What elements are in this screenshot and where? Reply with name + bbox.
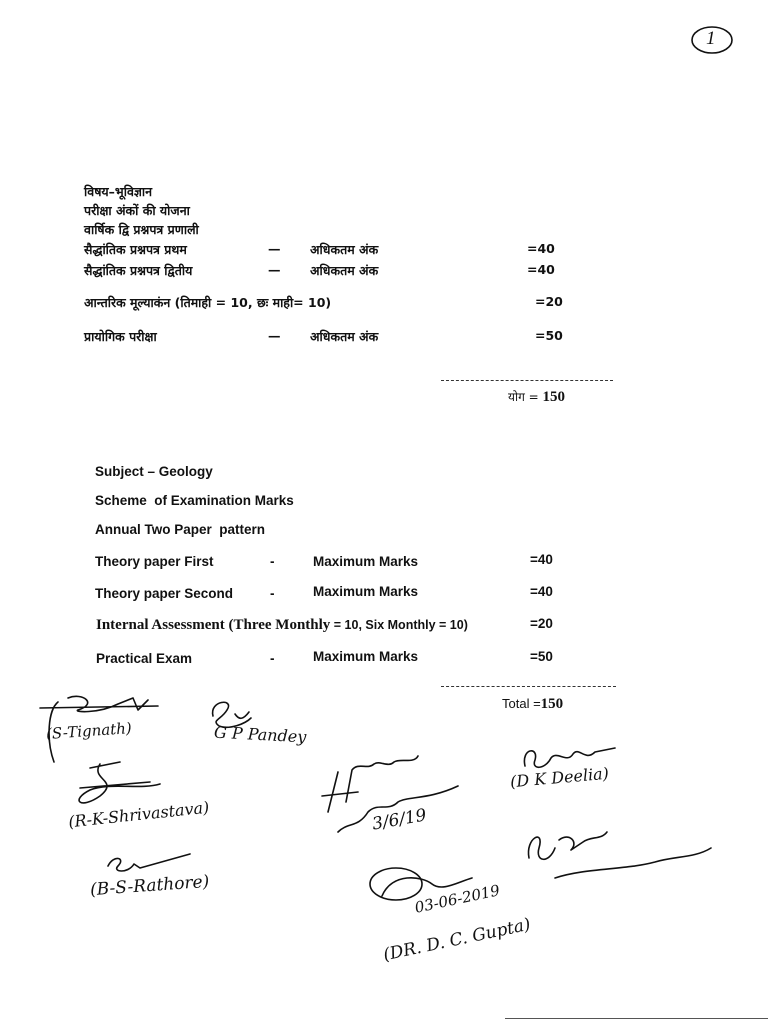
hindi-total-label: योग = <box>508 390 543 404</box>
english-internal-detail: = 10, Six Monthly = 10) <box>330 618 468 632</box>
hindi-row-max: अधिकतम अंक <box>310 242 379 257</box>
signature-pandey-text: G P Pandey <box>213 722 307 747</box>
hindi-total <box>508 388 565 406</box>
hindi-row-label: सैद्धांतिक प्रश्नपत्र द्वितीय <box>84 263 193 278</box>
english-row-max: Maximum Marks <box>313 649 419 664</box>
english-row-label: Practical Exam <box>96 651 193 666</box>
signature-rathore-text: (B-S-Rathore) <box>89 871 210 901</box>
english-subject: Subject – Geology <box>95 464 213 479</box>
english-row-max: Maximum Marks <box>313 584 419 599</box>
hindi-row-dash: — <box>268 262 281 277</box>
hindi-scheme: परीक्षा अंकों की योजना <box>84 203 190 218</box>
hindi-row-dash: — <box>268 241 281 256</box>
english-pattern: Annual Two Paper pattern <box>95 522 266 537</box>
page-number-text: 1 <box>706 28 716 49</box>
english-row-label: Theory paper Second <box>95 586 234 601</box>
english-internal-value: =20 <box>530 616 553 631</box>
hindi-pattern: वार्षिक द्वि प्रश्नपत्र प्रणाली <box>84 222 199 237</box>
hindi-row-value: =40 <box>527 262 555 277</box>
english-row-value: =50 <box>530 649 553 664</box>
signature-deelia-text: (D K Deelia) <box>509 763 610 792</box>
english-row-dash: - <box>270 554 275 569</box>
hindi-row-label: सैद्धांतिक प्रश्नपत्र प्रथम <box>84 242 187 257</box>
hindi-row-value: =20 <box>535 294 563 309</box>
bottom-border-line <box>505 1018 768 1019</box>
english-row-max: Maximum Marks <box>313 554 419 569</box>
english-row-dash: - <box>270 651 275 666</box>
hindi-total-divider <box>441 380 613 381</box>
english-row-value: =40 <box>530 552 553 567</box>
page-number <box>690 24 732 54</box>
english-row-label: Theory paper First <box>95 554 214 569</box>
english-total-value: 150 <box>540 696 564 712</box>
english-internal-main: Internal Assessment (Three Monthly <box>96 617 331 633</box>
english-row-dash: - <box>270 586 275 601</box>
english-row-value: =40 <box>530 584 553 599</box>
english-internal-label <box>96 616 468 634</box>
english-scheme: Scheme of Examination Marks <box>95 493 294 508</box>
hindi-row-value: =40 <box>527 241 555 256</box>
english-total-divider <box>441 686 616 687</box>
signature-gupta-text: (DR. D. C. Gupta) <box>381 914 533 966</box>
hindi-row-label: प्रायोगिक परीक्षा <box>84 329 157 344</box>
hindi-total-value: 150 <box>542 389 566 405</box>
signature-middle-date: 3/6/19 <box>370 805 429 835</box>
signature-tignath-text: (S-Tignath) <box>45 719 133 743</box>
signature-gupta-date: 03-06-2019 <box>413 881 502 917</box>
hindi-subject: विषय–भूविज्ञान <box>84 184 153 199</box>
hindi-row-label: आन्तरिक मूल्याकंन (तिमाही = 10, छः माही= 10) <box>84 295 332 310</box>
hindi-row-value: =50 <box>535 328 563 343</box>
hindi-row-max: अधिकतम अंक <box>310 263 379 278</box>
hindi-row-dash: — <box>268 328 281 343</box>
signature-shrivastava-text: (R-K-Shrivastava) <box>67 797 211 832</box>
hindi-row-max: अधिकतम अंक <box>310 329 379 344</box>
english-total-label: Total = <box>502 696 541 711</box>
english-total <box>502 695 563 713</box>
